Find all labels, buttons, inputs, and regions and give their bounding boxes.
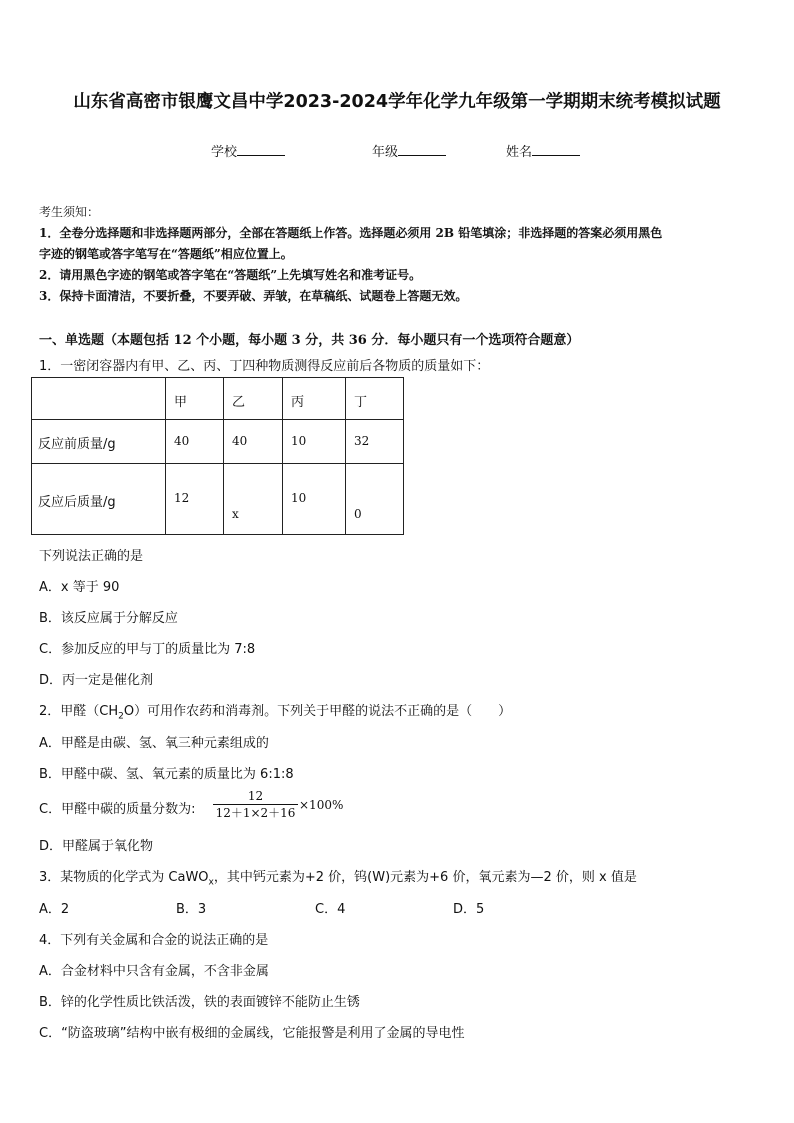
mass-table [31,377,404,535]
notes-header: 考生须知： [39,205,100,219]
table-cell: 反应后质量/g [32,464,166,535]
q1-option-b[interactable]: B．该反应属于分解反应 [39,611,178,626]
note-1a: 1．全卷分选择题和非选择题两部分，全部在答题纸上作答。选择题必须用 2B 铅笔填涂；非选择题的答案必须用黑色 [39,226,663,240]
q3-option-c[interactable]: C．4 [315,902,346,917]
school-blank[interactable] [237,143,285,156]
name-blank[interactable] [532,143,580,156]
table-cell: 0 [346,464,404,535]
q2-stem: 2．甲醛$(CH_2O)$可用作农药和消毒剂。下列关于甲醛的说法不正确的是（ ） [39,704,512,722]
q3-option-d[interactable]: D．5 [453,902,485,917]
table-row [32,378,404,420]
q2-option-d[interactable]: D．甲醛属于氧化物 [39,839,154,854]
note-3: 3．保持卡面清洁，不要折叠，不要弄破、弄皱，在草稿纸、试题卷上答题无效。 [39,289,468,303]
table-cell: 40 [166,420,224,464]
q4-option-c[interactable]: C．“防盗玻璃”结构中嵌有极细的金属线，它能报警是利用了金属的导电性 [39,1026,465,1041]
table-cell: x [224,464,283,535]
table-cell: 丙 [283,378,346,420]
q1-option-c[interactable]: C．参加反应的甲与丁的质量比为 7:8 [39,642,256,657]
q1-option-d[interactable]: D．丙一定是催化剂 [39,673,154,688]
grade-field[interactable] [372,141,446,160]
table-cell: 40 [224,420,283,464]
table-cell: 10 [283,464,346,535]
table-cell: 12 [166,464,224,535]
table-cell [32,378,166,420]
fraction-numerator: 12 [247,789,264,803]
name-label: 姓名 [506,145,533,160]
table-row [32,464,404,535]
school-field[interactable] [211,141,285,160]
grade-label: 年级 [372,145,399,160]
q4-option-b[interactable]: B．锌的化学性质比铁活泼，铁的表面镀锌不能防止生锈 [39,995,360,1010]
fraction-denominator: 12＋1×2＋16 [215,806,296,820]
q2-option-b[interactable]: B．甲醛中碳、氢、氧元素的质量比为 6:1:8 [39,767,294,782]
table-cell: 10 [283,420,346,464]
page-title: 山东省高密市银鹰文昌中学2023-2024学年化学九年级第一学期期末统考模拟试题 [73,92,721,112]
q3-stem: 3．某物质的化学式为 CaWO$_x$，其中钙元素为+2 价，钨(W)元素为+6 价，氧元素为—2 价，则 x 值是 [39,870,637,888]
table-cell: 乙 [224,378,283,420]
name-field[interactable] [506,141,580,160]
q3-option-b[interactable]: B．3 [176,902,207,917]
q1-stem: 1．一密闭容器内有甲、乙、丙、丁四种物质测得反应前后各物质的质量如下： [39,359,490,374]
q2-option-a[interactable]: A．甲醛是由碳、氢、氧三种元素组成的 [39,736,269,751]
q3-option-a[interactable]: A．2 [39,902,70,917]
q2-option-c[interactable]: C．甲醛中碳的质量分数为: [39,802,196,817]
fraction-suffix: ×100% [299,798,344,812]
q4-stem: 4．下列有关金属和合金的说法正确的是 [39,933,269,948]
mass-fraction [213,788,298,821]
q1-prompt: 下列说法正确的是 [39,549,144,564]
q1-option-a[interactable]: A．x 等于 90 [39,580,120,595]
table-cell: 丁 [346,378,404,420]
note-2: 2．请用黑色字迹的钢笔或答字笔在“答题纸”上先填写姓名和准考证号。 [39,268,422,282]
table-cell: 反应前质量/g [32,420,166,464]
table-cell: 32 [346,420,404,464]
section-heading: 一、单选题（本题包括 12 个小题，每小题 3 分，共 36 分．每小题只有一个选项符合题意） [39,333,580,348]
q4-option-a[interactable]: A．合金材料中只含有金属，不含非金属 [39,964,269,979]
grade-blank[interactable] [398,143,446,156]
table-cell: 甲 [166,378,224,420]
note-1b: 字迹的钢笔或答字笔写在“答题纸”相应位置上。 [39,247,293,261]
school-label: 学校 [211,145,238,160]
table-row [32,420,404,464]
